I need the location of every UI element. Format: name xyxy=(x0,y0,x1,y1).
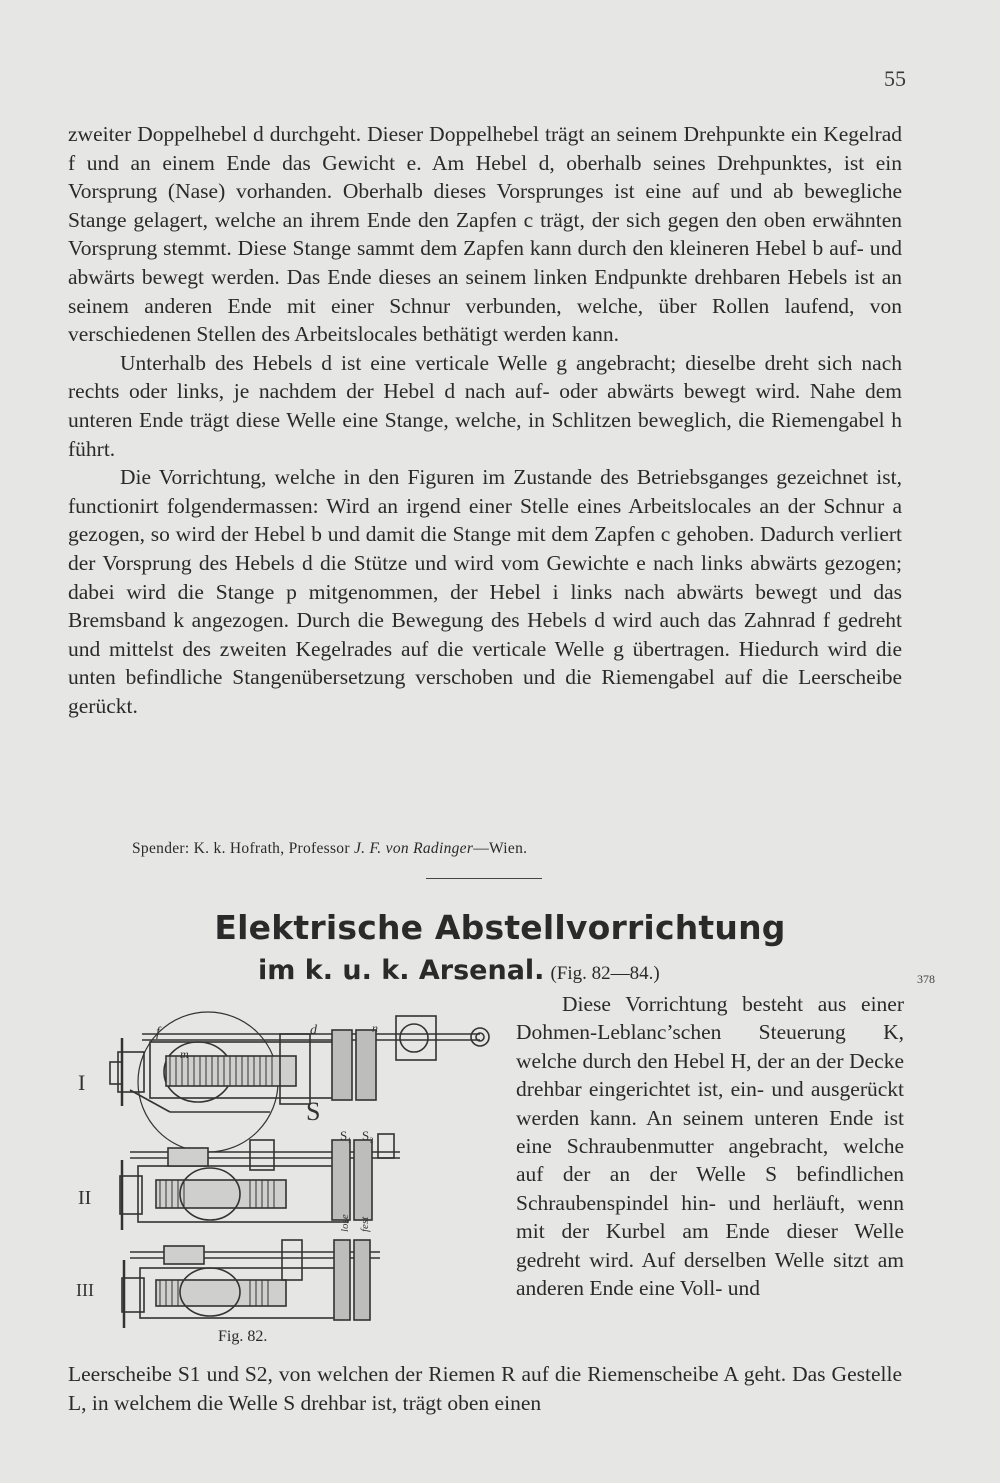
figure-82-drawing xyxy=(70,990,506,1330)
spender-line xyxy=(132,840,832,858)
label-lose: lose xyxy=(339,1214,351,1232)
label-s2: S₂ xyxy=(362,1128,374,1143)
spender-prefix: Spender: K. k. Hofrath, Professor xyxy=(132,840,354,857)
label-n: n xyxy=(372,1021,378,1035)
label-d: d xyxy=(310,1023,317,1038)
figure-82 xyxy=(70,990,506,1360)
page-number: 55 xyxy=(884,66,906,91)
final-paragraph: Leerscheibe S1 und S2, von welchen der Riemen R auf die Riemenscheibe A geht. Das Gestelle L, in welchem die Welle S drehbar ist, trägt oben einen xyxy=(68,1362,902,1415)
body-text xyxy=(68,120,902,720)
label-m: m xyxy=(180,1047,189,1061)
label-f: f xyxy=(156,1025,160,1040)
section-subtitle xyxy=(258,955,738,986)
figure-side-text xyxy=(516,990,904,1302)
figure-reference: (Fig. 82—84.) xyxy=(550,963,660,984)
section-divider xyxy=(426,878,542,879)
row-ii-mechanism xyxy=(120,1134,400,1230)
section-subtitle-text: im k. u. k. Arsenal. xyxy=(258,955,545,986)
row-label-iii: III xyxy=(76,1280,94,1300)
row-label-i: I xyxy=(78,1070,86,1095)
margin-note: 378 xyxy=(917,972,935,986)
figure-caption: Fig. 82. xyxy=(218,1328,268,1345)
spender-suffix: —Wien. xyxy=(473,840,528,857)
label-s: S xyxy=(306,1097,321,1126)
spender-name: J. F. von Radinger xyxy=(354,840,474,857)
final-text xyxy=(68,1360,902,1417)
section-title: Elektrische Abstellvorrichtung xyxy=(214,908,786,947)
side-paragraph: Diese Vorrichtung besteht aus einer Dohmen-Leblanc’schen Steuerung K, welche durch den Hebel H, der an der Decke drehbar eingerichtet ist, ein- und ausgerückt werden kann. An seinem unteren Ende ist eine Schraubenmutter angebracht, welche auf der an der Welle S befindlichen Schraubenspindel hin- und herläuft, wenn mit der Kurbel am Ende dieser Welle gedreht wird. Auf derselben Welle sitzt am anderen Ende eine Voll- und xyxy=(516,992,904,1301)
paragraph-2: Unterhalb des Hebels d ist eine verticale Welle g angebracht; dieselbe dreht sich nach rechts oder links, je nachdem der Hebel d nach auf- oder abwärts bewegt wird. Nahe dem unteren Ende trägt diese Welle eine Stange, welche, in Schlitzen beweglich, die Riemengabel h führt. xyxy=(68,350,902,461)
label-s1: S₁ xyxy=(340,1128,352,1143)
row-i-mechanism xyxy=(110,1012,489,1152)
paragraph-1: zweiter Doppelhebel d durchgeht. Dieser Doppelhebel trägt an seinem Drehpunkte ein Kegelrad f und an einem Ende das Gewicht e. Am Hebel d, oberhalb seines Drehpunktes, ist ein Vorsprung (Nase) vorhanden. Oberhalb dieses Vorsprunges ist eine auf und ab bewegliche Stange gelagert, welche an ihrem Ende den Zapfen c trägt, der sich gegen den oben erwähnten Vorsprung stemmt. Diese Stange sammt dem Zapfen kann durch den kleineren Hebel b auf- und abwärts bewegt werden. Das Ende dieses an seinem linken Endpunkte drehbaren Hebels ist an seinem anderen Ende mit einer Schnur verbunden, welche, über Rollen laufend, von verschiedenen Stellen des Arbeitslocales bethätigt werden kann. xyxy=(68,122,902,347)
paragraph-3: Die Vorrichtung, welche in den Figuren im Zustande des Betriebsganges gezeichnet ist, functionirt folgendermassen: Wird an irgend einer Stelle eines Arbeitslocales an der Schnur a gezogen, so wird der Hebel b und damit die Stange mit dem Zapfen c gehoben. Dadurch verliert der Vorsprung des Hebels d die Stütze und wird vom Gewichte e nach links abwärts gezogen; dabei wird die Stange p mitgenommen, der Hebel i links nach abwärts bewegt und das Bremsband k angezogen. Durch die Bewegung des Hebels d wird auch das Zahnrad f gedreht und mittelst des zweiten Kegelrades auf die verticale Welle g übertragen. Hiedurch wird die unten befindliche Stangenübersetzung verschoben und die Riemengabel auf die Leerscheibe gerückt. xyxy=(68,465,902,718)
row-label-ii: II xyxy=(78,1187,92,1209)
row-iii-mechanism xyxy=(122,1240,380,1328)
label-fest: fest xyxy=(359,1216,371,1232)
